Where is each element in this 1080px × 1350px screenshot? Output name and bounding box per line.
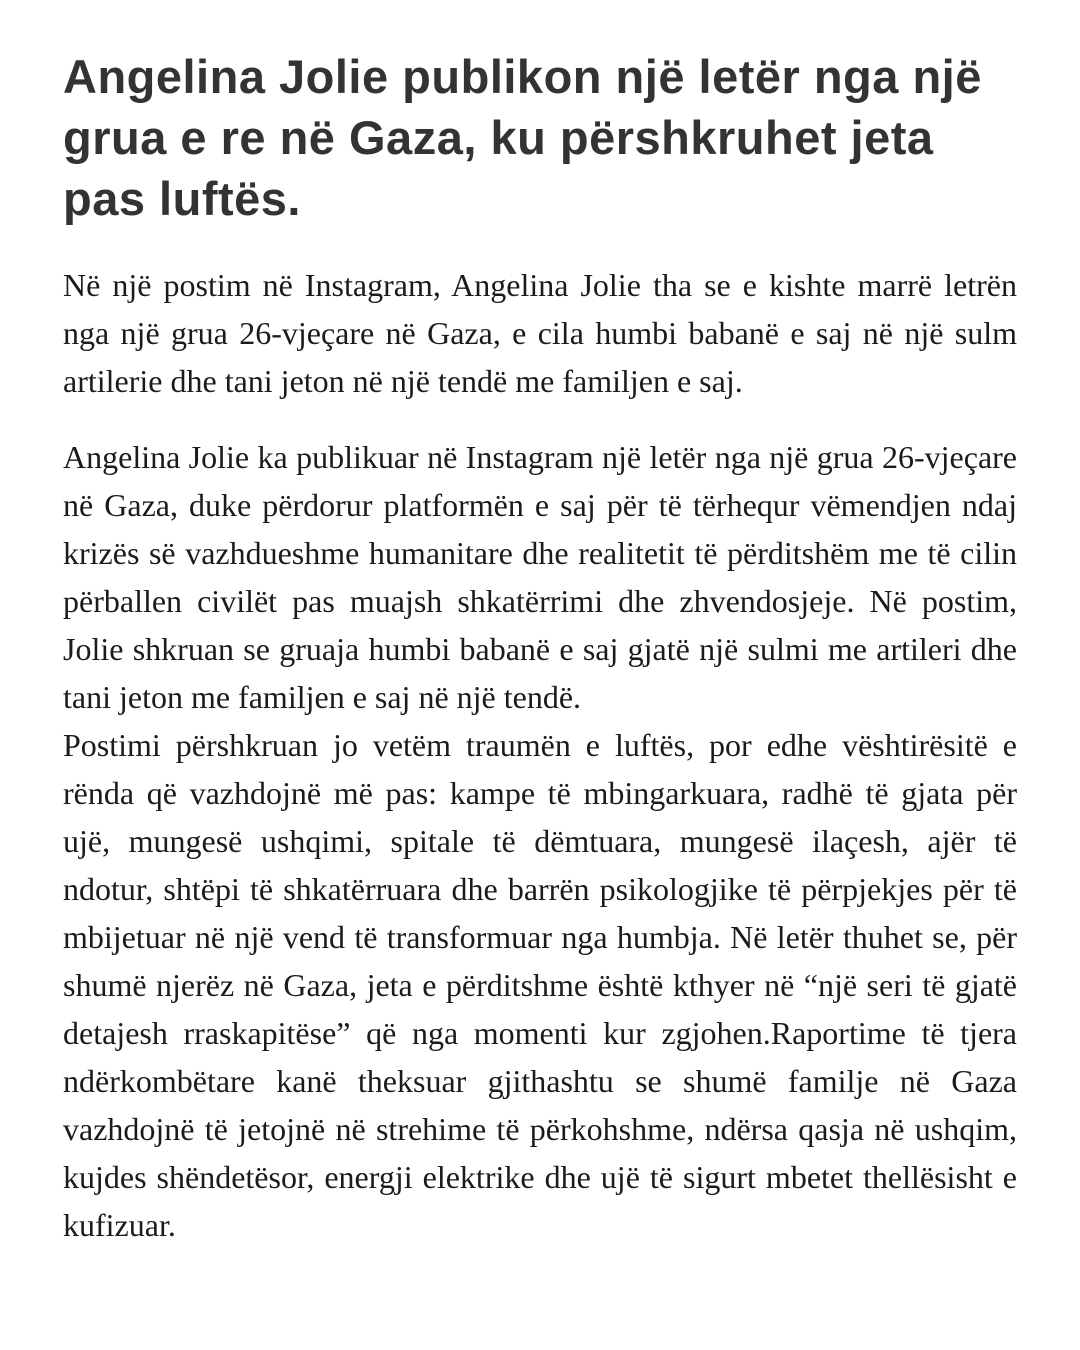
article-title: Angelina Jolie publikon një letër nga një grua e re në Gaza, ku përshkruhet jeta pas luftës. <box>63 50 982 225</box>
article-paragraph-lead: Në një postim në Instagram, Angelina Jolie tha se e kishte marrë letrën nga një grua 26-vjeçare në Gaza, e cila humbi babanë e saj në një sulm artilerie dhe tani jeton në një tendë me familjen e saj. <box>63 267 1017 399</box>
article-body <box>63 261 1017 1249</box>
article-paragraph-details: Postimi përshkruan jo vetëm traumën e luftës, por edhe vështirësitë e rënda që vazhdojnë më pas: kampe të mbingarkuara, radhë të gjata për ujë, mungesë ushqimi, spitale të dëmtuara, mungesë ilaçesh, ajër të ndotur, shtëpi të shkatërruara dhe barrën psikologjike të përpjekjes për të mbijetuar në një vend të transformuar nga humbja. Në letër thuhet se, për shumë njerëz në Gaza, jeta e përditshme është kthyer në “një seri të gjatë detajesh rraskapitëse” që nga momenti kur zgjohen.Raportime të tjera ndërkombëtare kanë theksuar gjithashtu se shumë familje në Gaza vazhdojnë të jetojnë në strehime të përkohshme, ndërsa qasja në ushqim, kujdes shëndetësor, energji elektrike dhe ujë të sigurt mbetet thellësisht e kufizuar. <box>63 727 1017 1243</box>
article-paragraph-main: Angelina Jolie ka publikuar në Instagram një letër nga një grua 26-vjeçare në Gaza, duke përdorur platformën e saj për të tërhequr vëmendjen ndaj krizës së vazhdueshme humanitare dhe realitetit të përditshëm me të cilin përballen civilët pas muajsh shkatërrimi dhe zhvendosjeje. Në postim, Jolie shkruan se gruaja humbi babanë e saj gjatë një sulmi me artileri dhe tani jeton me familjen e saj në një tendë. <box>63 439 1017 715</box>
